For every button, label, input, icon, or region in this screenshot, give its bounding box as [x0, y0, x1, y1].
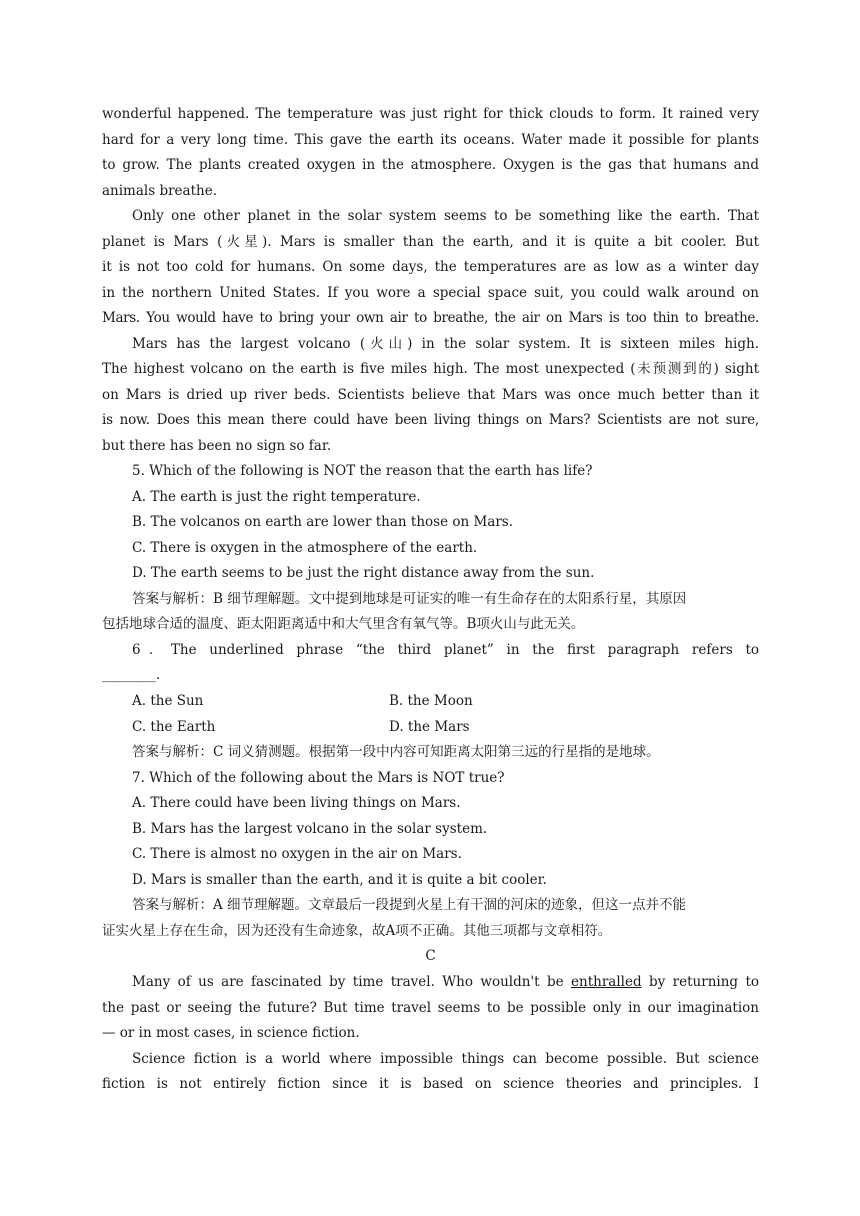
question-7-option-b: B. Mars has the largest volcano in the solar system. — [132, 821, 488, 837]
paragraph-text-line: hard for a very long time. This gave the earth its oceans. Water made it possible for plants — [102, 132, 759, 148]
question-5-option-d: D. The earth seems to be just the right distance away from the sun. — [132, 565, 595, 581]
paragraph-text-line: fiction is not entirely fiction since it is based on science theories and principles. I — [102, 1076, 759, 1092]
question-6-option-b: B. the Moon — [389, 693, 473, 709]
underlined-word: enthralled — [571, 974, 642, 990]
question-5-option-c: C. There is oxygen in the atmosphere of the earth. — [132, 540, 478, 556]
text-span: Many of us are fascinated by time travel. Who wouldn't be — [132, 974, 572, 990]
question-5-answer: 包括地球合适的温度、距太阳距离适中和大气里含有氧气等。B项火山与此无关。 — [102, 616, 585, 632]
paragraph-text-line: to grow. The plants created oxygen in the atmosphere. Oxygen is the gas that humans and — [102, 157, 759, 173]
paragraph-text-line: — or in most cases, in science fiction. — [102, 1025, 360, 1041]
question-6: 6．The underlined phrase “the third planet” in the first paragraph refers to — [132, 642, 759, 658]
paragraph-text-line: The highest volcano on the earth is five miles high. The most unexpected (未预测到的) sight — [102, 361, 759, 377]
question-7-option-c: C. There is almost no oxygen in the air on Mars. — [132, 846, 462, 862]
paragraph-text-line: planet is Mars (火星). Mars is smaller than the earth, and it is quite a bit cooler. But — [102, 234, 759, 250]
paragraph-text-line: Mars. You would have to bring your own air to breathe, the air on Mars is too thin to breathe. — [102, 310, 759, 326]
paragraph-text-line: is now. Does this mean there could have been living things on Mars? Scientists are not sure, — [102, 412, 759, 428]
paragraph-text-line: in the northern United States. If you wore a special space suit, you could walk around on — [102, 285, 759, 301]
text-span: by returning to — [641, 974, 759, 990]
question-7-answer: 证实火星上存在生命，因为还没有生命迹象，故A项不正确。其他三项都与文章相符。 — [102, 923, 612, 939]
question-6-option-c: C. the Earth — [132, 719, 216, 735]
question-6-option-a: A. the Sun — [132, 693, 204, 709]
question-7-answer: 答案与解析：A 细节理解题。文章最后一段提到火星上有干涸的河床的迹象，但这一点并不能 — [132, 897, 687, 913]
question-6-options-row — [132, 717, 759, 737]
question-6-blank: ________. — [102, 667, 161, 683]
question-7: 7. Which of the following about the Mars is NOT true? — [132, 770, 505, 786]
question-5-answer: 答案与解析：B 细节理解题。文中提到地球是可证实的唯一有生命存在的太阳系行星，其原因 — [132, 591, 687, 607]
paragraph-text-line: animals breathe. — [102, 183, 217, 199]
question-6-option-d: D. the Mars — [389, 719, 470, 735]
paragraph-text-line: Science fiction is a world where impossible things can become possible. But science — [132, 1051, 759, 1067]
question-5-option-a: A. The earth is just the right temperature. — [132, 489, 421, 505]
paragraph-text-line: Mars has the largest volcano (火山) in the solar system. It is sixteen miles high. — [132, 336, 759, 352]
question-6-options-row — [132, 691, 759, 711]
paragraph-text-line: it is not too cold for humans. On some days, the temperatures are as low as a winter day — [102, 259, 759, 275]
section-heading: C — [425, 948, 436, 964]
question-7-option-a: A. There could have been living things on Mars. — [132, 795, 461, 811]
question-5-option-b: B. The volcanos on earth are lower than those on Mars. — [132, 514, 514, 530]
paragraph-text-line: but there has been no sign so far. — [102, 438, 332, 454]
question-5: 5. Which of the following is NOT the reason that the earth has life? — [132, 463, 593, 479]
question-7-option-d: D. Mars is smaller than the earth, and it is quite a bit cooler. — [132, 872, 547, 888]
paragraph-text-line: on Mars is dried up river beds. Scientists believe that Mars was once much better than it — [102, 387, 759, 403]
paragraph-text-line: Only one other planet in the solar system seems to be something like the earth. That — [132, 208, 759, 224]
question-6-answer: 答案与解析：C 词义猜测题。根据第一段中内容可知距离太阳第三远的行星指的是地球。 — [132, 744, 660, 760]
paragraph-text-line: wonderful happened. The temperature was just right for thick clouds to form. It rained very — [102, 106, 759, 122]
paragraph-text-line: the past or seeing the future? But time travel seems to be possible only in our imagination — [102, 1000, 759, 1016]
paragraph-text-line — [132, 972, 759, 992]
